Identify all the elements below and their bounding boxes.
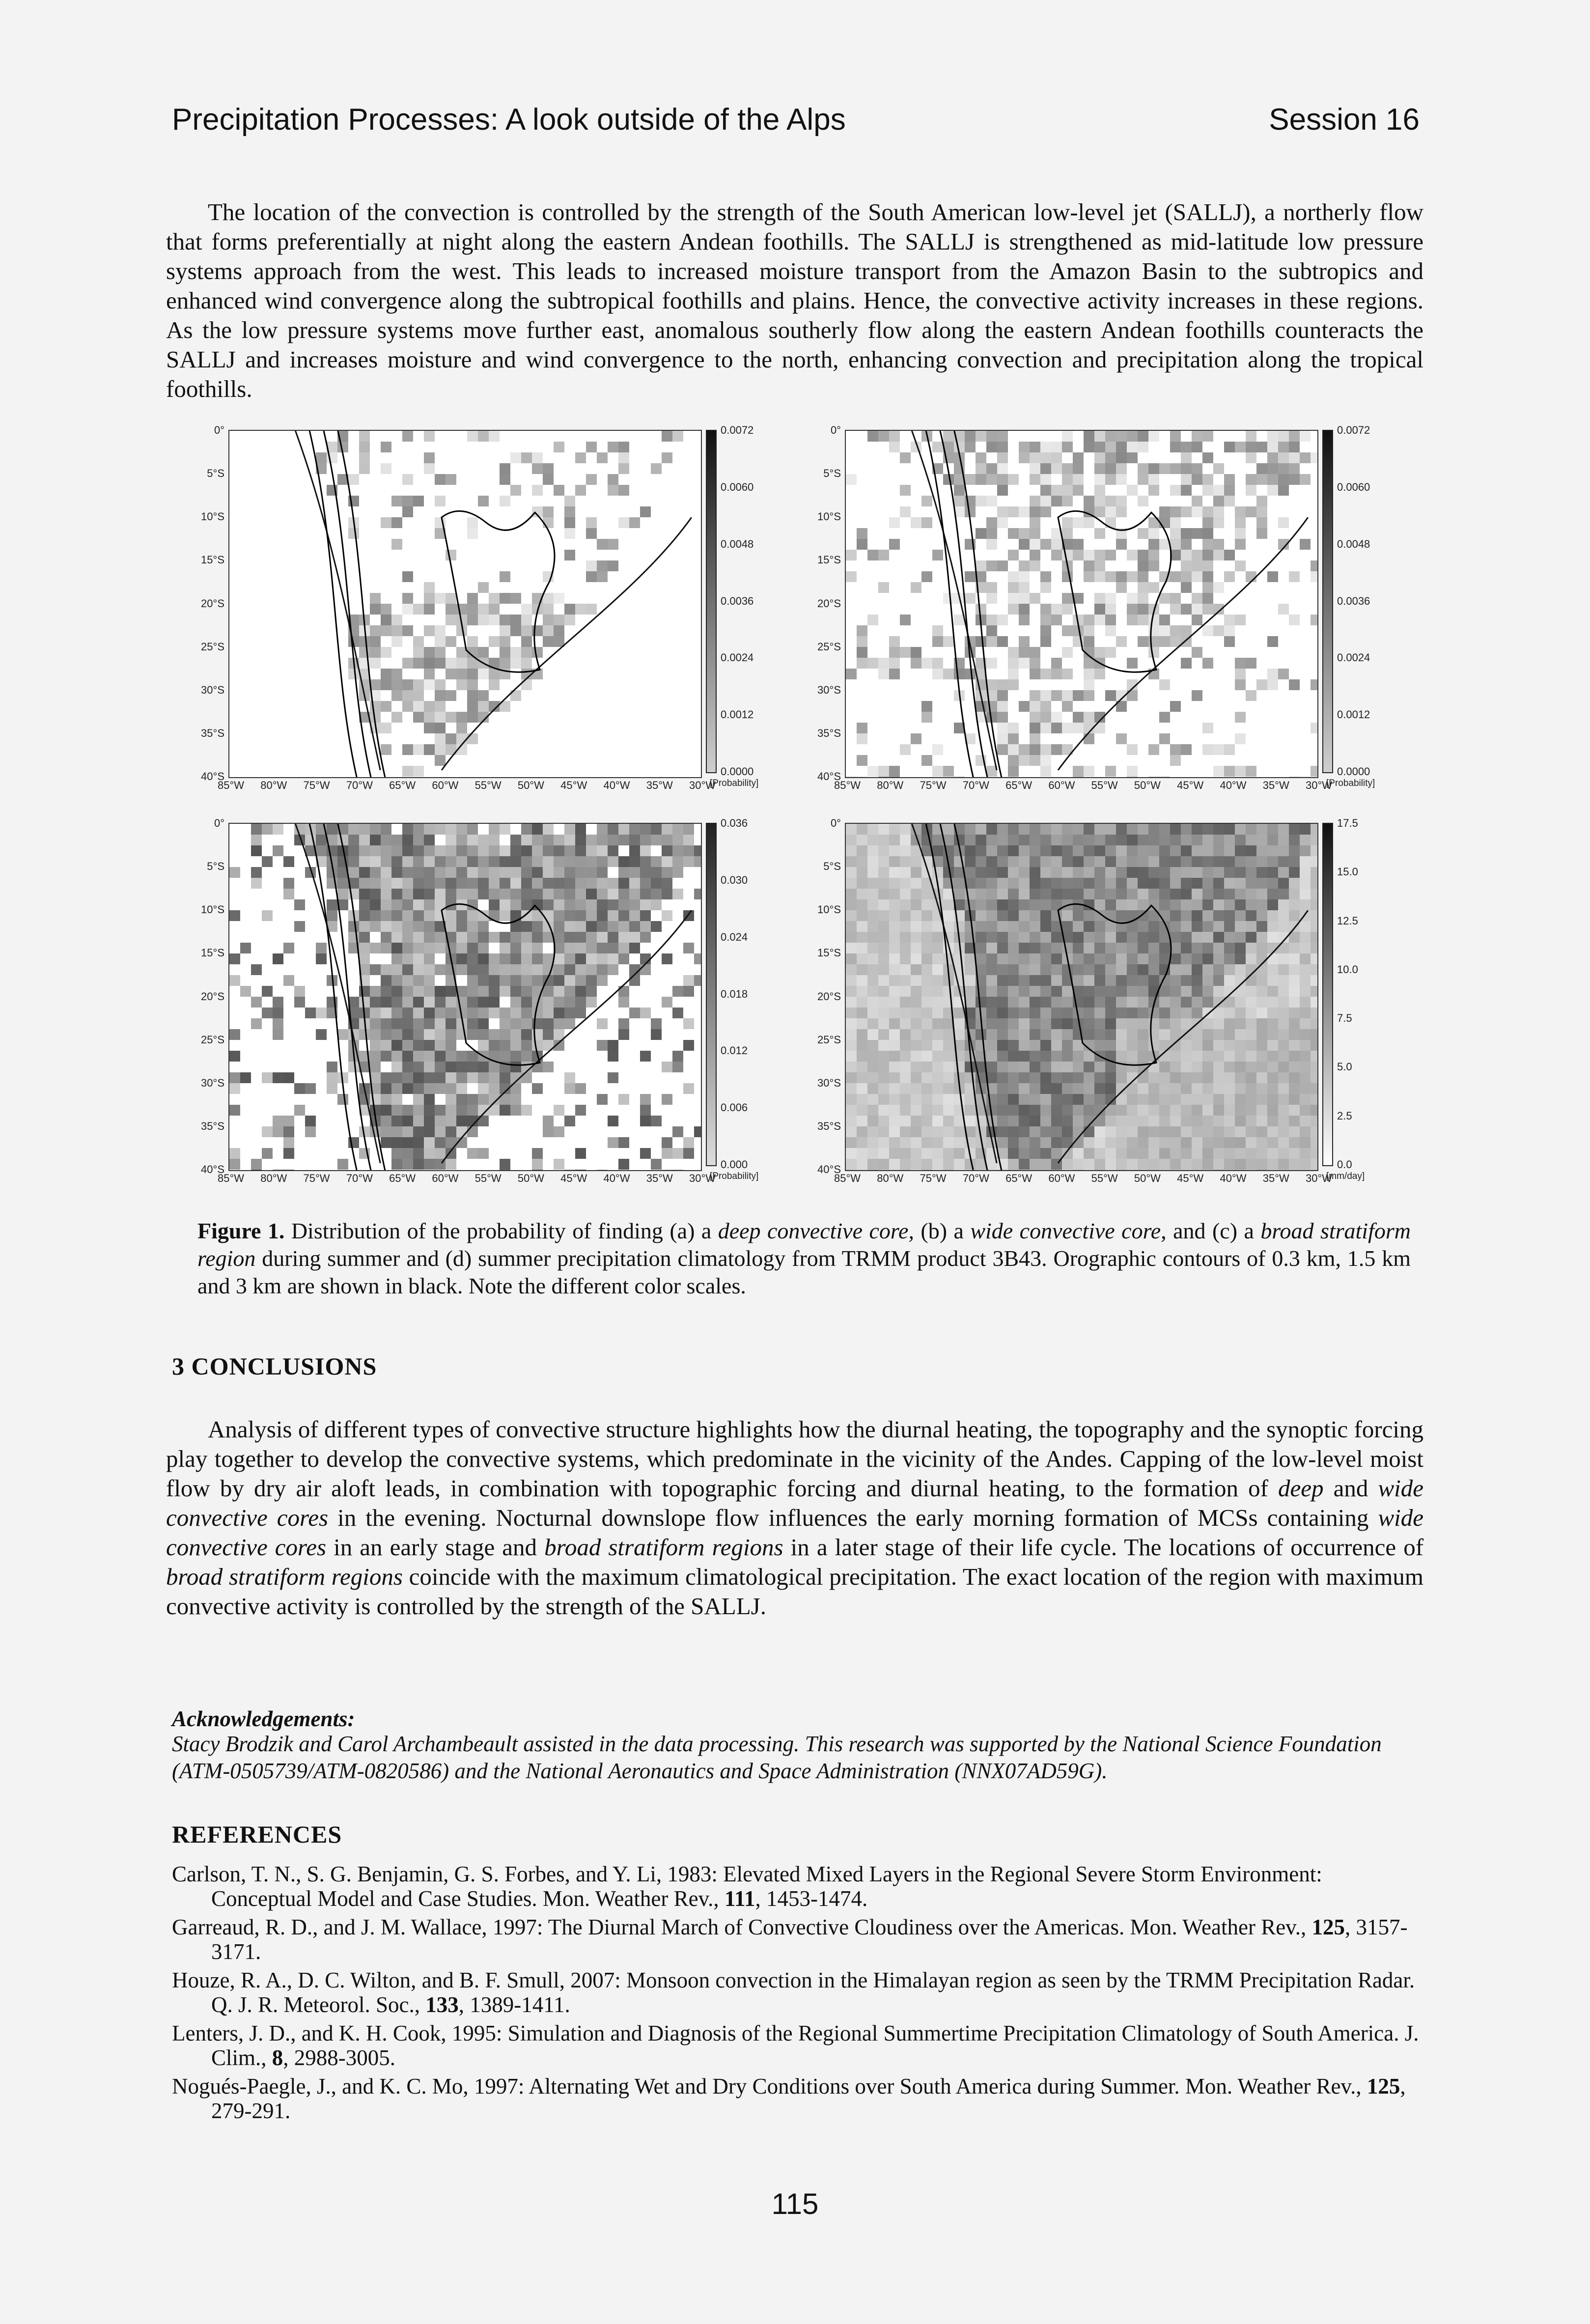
latitude-tick-label: 15°S [201,554,224,566]
reference-item [172,1968,1422,2017]
page-number: 115 [771,2187,819,2220]
map-graphic [229,824,701,1170]
color-scale-bar [706,430,717,773]
latitude-tick-label: 0° [214,424,224,436]
header-title: Precipitation Processes: A look outside of the Alps [172,103,846,137]
caption-term: wide convective core, [970,1218,1167,1243]
latitude-tick-label: 30°S [201,1076,224,1089]
longitude-tick-label: 85°W [834,779,861,791]
longitude-tick-label: 35°W [646,1172,673,1184]
reference-volume: 125 [1367,2074,1400,2099]
latitude-tick-label: 0° [830,817,841,829]
color-scale-bar [1322,430,1333,773]
color-scale-tick-label: 5.0 [1337,1061,1352,1073]
latitude-tick-label: 0° [214,817,224,829]
caption-text: and (c) a [1166,1218,1261,1243]
latitude-tick-label: 30°S [817,683,841,696]
longitude-tick-label: 35°W [646,779,673,791]
latitude-tick-label: 20°S [201,990,224,1003]
longitude-tick-label: 50°W [517,1172,544,1184]
color-scale-tick-label: 0.0024 [721,651,754,664]
reference-volume: 111 [724,1886,755,1911]
reference-text: Nogués-Paegle, J., and K. C. Mo, 1997: Alternating Wet and Dry Conditions over South America during Summer. Mon. Weather Rev., [172,2074,1367,2099]
longitude-tick-label: 65°W [389,1172,416,1184]
longitude-tick-label: 80°W [260,1172,287,1184]
color-scale-unit: [Probability] [710,1171,759,1181]
latitude-tick-label: 5°S [823,467,841,480]
longitude-tick-label: 80°W [260,779,287,791]
map-graphic [229,431,701,777]
color-scale-tick-label: 0.0012 [1337,708,1370,721]
latitude-tick-label: 10°S [201,903,224,916]
color-scale-tick-label: 0.0072 [1337,424,1370,436]
latitude-tick-label: 5°S [207,860,224,873]
latitude-tick-label: 35°S [817,1120,841,1132]
longitude-tick-label: 85°W [218,1172,245,1184]
color-scale-tick-label: 0.0012 [721,708,754,721]
reference-pages: , 279-291. [211,2074,1406,2123]
latitude-tick-label: 40°S [201,1163,224,1176]
latitude-tick-label: 35°S [201,1120,224,1132]
latitude-tick-label: 25°S [201,640,224,653]
caption-text: during summer and (d) summer precipitation climatology from TRMM product 3B43. Orographic contours of 0.3 km, 1.5 km and 3 km are shown in black. Note the different color scales. [197,1246,1411,1298]
longitude-tick-label: 65°W [389,779,416,791]
longitude-tick-label: 75°W [920,779,947,791]
latitude-tick-label: 20°S [201,597,224,610]
color-scale-tick-label: 12.5 [1337,914,1358,927]
map-plot-d [845,823,1318,1171]
longitude-tick-label: 40°W [1220,1172,1247,1184]
latitude-tick-label: 15°S [817,947,841,959]
acknowledgements-text: Stacy Brodzik and Carol Archambeault assisted in the data processing. This research was supported by the National Science Foundation (ATM-0505739/ATM-0820586) and the National Aeronautics and Space Administration (NNX07AD59G). [172,1732,1382,1783]
caption-label: Figure 1. [197,1218,285,1243]
color-scale-tick-label: 0.0 [1337,1158,1352,1171]
color-scale-unit: [mm/day] [1326,1171,1365,1181]
reference-list [172,1862,1422,2127]
longitude-tick-label: 30°W [1306,779,1333,791]
reference-item [172,1862,1422,1911]
longitude-tick-label: 30°W [689,1172,716,1184]
reference-item [172,2074,1422,2123]
longitude-tick-label: 30°W [689,779,716,791]
latitude-tick-label: 40°S [817,1163,841,1176]
longitude-tick-label: 75°W [303,779,330,791]
longitude-tick-label: 50°W [517,779,544,791]
color-scale-bar [1322,823,1333,1166]
term: wide convective cores [166,1475,1424,1531]
longitude-tick-label: 80°W [877,779,904,791]
color-scale-tick-label: 0.0036 [1337,594,1370,607]
color-scale-tick-label: 0.0000 [1337,765,1370,778]
figure-caption [197,1217,1411,1300]
longitude-tick-label: 75°W [920,1172,947,1184]
body-text: in the evening. Nocturnal downslope flow influences the early morning formation of MCSs containing [328,1504,1378,1531]
latitude-tick-label: 35°S [201,727,224,739]
longitude-tick-label: 80°W [877,1172,904,1184]
reference-pages: , 1453-1474. [755,1886,868,1911]
map-plot-c [228,823,702,1171]
color-scale-tick-label: 0.006 [721,1101,748,1114]
figure-panel-d [808,815,1412,1199]
longitude-tick-label: 85°W [834,1172,861,1184]
longitude-tick-label: 60°W [1048,1172,1075,1184]
longitude-tick-label: 40°W [1220,779,1247,791]
color-scale-tick-label: 0.018 [721,987,748,1000]
body-text: in an early stage and [326,1534,545,1561]
latitude-tick-label: 10°S [817,903,841,916]
longitude-tick-label: 65°W [1005,779,1032,791]
color-scale-unit: [Probability] [710,778,759,788]
map-plot-b [845,430,1318,778]
latitude-tick-label: 0° [830,424,841,436]
running-header [172,102,1420,137]
latitude-tick-label: 10°S [201,510,224,523]
caption-text: Distribution of the probability of finding (a) a [284,1218,718,1243]
longitude-tick-label: 45°W [1177,1172,1204,1184]
section-heading-conclusions: 3 CONCLUSIONS [172,1352,377,1380]
map-graphic [846,431,1317,777]
intro-paragraph: The location of the convection is controlled by the strength of the South American low-level jet (SALLJ), a northerly flow that forms preferentially at night along the eastern Andean foothills. The SALLJ is strengthened as mid-latitude low pressure systems approach from the west. This leads to increased moisture transport from the Amazon Basin to the subtropics and enhanced wind convergence along the subtropical foothills and plains. Hence, the convective activity increases in these regions. As the low pressure systems move further east, anomalous southerly flow along the eastern Andean foothills counteracts the SALLJ and increases moisture and wind convergence to the north, enhancing convection and precipitation along the tropical foothills. [166,198,1423,402]
term: broad stratiform regions [166,1563,403,1590]
longitude-tick-label: 35°W [1262,779,1289,791]
reference-volume: 125 [1311,1915,1345,1939]
reference-pages: , 3157-3171. [211,1915,1408,1964]
reference-text: Houze, R. A., D. C. Wilton, and B. F. Smull, 2007: Monsoon convection in the Himalayan region as seen by the TRMM Precipitation Radar. Q. J. R. Meteorol. Soc., [172,1968,1415,2017]
latitude-tick-label: 30°S [201,683,224,696]
latitude-tick-label: 20°S [817,597,841,610]
term: wide convective cores [166,1504,1423,1561]
longitude-tick-label: 45°W [1177,779,1204,791]
latitude-tick-label: 10°S [817,510,841,523]
latitude-tick-label: 40°S [817,770,841,783]
longitude-tick-label: 70°W [346,1172,373,1184]
latitude-tick-label: 15°S [201,947,224,959]
conclusions-paragraph [166,1415,1423,1621]
color-scale-tick-label: 0.0060 [721,480,754,493]
latitude-tick-label: 30°S [817,1076,841,1089]
longitude-tick-label: 55°W [1091,779,1118,791]
reference-volume: 8 [272,2045,283,2070]
longitude-tick-label: 85°W [218,779,245,791]
longitude-tick-label: 75°W [303,1172,330,1184]
longitude-tick-label: 35°W [1262,1172,1289,1184]
reference-pages: , 2988-3005. [283,2045,396,2070]
latitude-tick-label: 25°S [817,1033,841,1046]
acknowledgements-heading: Acknowledgements: [172,1707,355,1731]
reference-item [172,1915,1422,1964]
color-scale-tick-label: 0.0048 [721,537,754,550]
map-graphic [846,824,1317,1170]
longitude-tick-label: 40°W [603,1172,630,1184]
latitude-tick-label: 15°S [817,554,841,566]
latitude-tick-label: 25°S [817,640,841,653]
longitude-tick-label: 55°W [474,779,502,791]
longitude-tick-label: 55°W [474,1172,502,1184]
longitude-tick-label: 70°W [962,779,989,791]
body-text: coincide with the maximum climatological precipitation. The exact location of the region with maximum convective activity is controlled by the strength of the SALLJ. [166,1563,1423,1620]
color-scale-tick-label: 0.0036 [721,594,754,607]
reference-volume: 133 [425,1992,459,2017]
longitude-tick-label: 30°W [1306,1172,1333,1184]
color-scale-tick-label: 7.5 [1337,1012,1352,1025]
color-scale-tick-label: 0.0048 [1337,537,1370,550]
references-heading: REFERENCES [172,1820,342,1848]
reference-text: Carlson, T. N., S. G. Benjamin, G. S. Forbes, and Y. Li, 1983: Elevated Mixed Layers in the Regional Severe Storm Environment: Conceptual Model and Case Studies. Mon. Weather Rev., [172,1862,1322,1911]
color-scale-tick-label: 0.030 [721,873,748,886]
reference-item [172,2021,1422,2070]
term: deep [1278,1475,1324,1502]
latitude-tick-label: 5°S [823,860,841,873]
color-scale-tick-label: 0.0000 [721,765,754,778]
color-scale-tick-label: 0.024 [721,930,748,943]
color-scale-tick-label: 0.036 [721,817,748,829]
figure-panel-a [192,422,796,806]
latitude-tick-label: 35°S [817,727,841,739]
probability-field [846,824,1317,1170]
caption-term: deep convective core, [718,1218,914,1243]
longitude-tick-label: 60°W [432,779,459,791]
latitude-tick-label: 25°S [201,1033,224,1046]
color-scale-tick-label: 15.0 [1337,866,1358,878]
longitude-tick-label: 45°W [560,779,587,791]
color-scale-unit: [Probability] [1326,778,1375,788]
longitude-tick-label: 50°W [1134,1172,1161,1184]
body-text: Analysis of different types of convective structure highlights how the diurnal heating, the topography and the synoptic forcing play together to develop the convective systems, which predominate in the vicinity of the Andes. Capping of the low-level moist flow by dry air aloft leads, in combination with topographic forcing and diurnal heating, to the formation of [166,1416,1423,1502]
figure-panel-c [192,815,796,1199]
body-text: in a later stage of their life cycle. The locations of occurrence of [783,1534,1424,1561]
header-session: Session 16 [1269,103,1420,137]
latitude-tick-label: 5°S [207,467,224,480]
longitude-tick-label: 70°W [962,1172,989,1184]
color-scale-tick-label: 0.012 [721,1044,748,1057]
term: broad stratiform regions [544,1534,783,1561]
latitude-tick-label: 20°S [817,990,841,1003]
color-scale-tick-label: 0.0024 [1337,651,1370,664]
reference-text: Garreaud, R. D., and J. M. Wallace, 1997: The Diurnal March of Convective Cloudiness over the Americas. Mon. Weather Rev., [172,1915,1312,1939]
color-scale-tick-label: 0.000 [721,1158,748,1171]
reference-text: Lenters, J. D., and K. H. Cook, 1995: Simulation and Diagnosis of the Regional Summertime Precipitation Climatology of South America. J. Clim., [172,2021,1419,2070]
longitude-tick-label: 70°W [346,779,373,791]
longitude-tick-label: 60°W [1048,779,1075,791]
probability-field [846,431,1317,777]
color-scale-tick-label: 2.5 [1337,1109,1352,1122]
color-scale-tick-label: 10.0 [1337,963,1358,976]
probability-field [229,824,701,1170]
map-plot-a [228,430,702,778]
color-scale-tick-label: 0.0060 [1337,480,1370,493]
reference-pages: , 1389-1411. [458,1992,570,2017]
color-scale-bar [706,823,717,1166]
color-scale-tick-label: 0.0072 [721,424,754,436]
color-scale-tick-label: 17.5 [1337,817,1358,829]
figure-1 [192,422,1405,1199]
longitude-tick-label: 40°W [603,779,630,791]
longitude-tick-label: 50°W [1134,779,1161,791]
latitude-tick-label: 40°S [201,770,224,783]
longitude-tick-label: 45°W [560,1172,587,1184]
caption-term: broad stratiform region [197,1218,1411,1271]
longitude-tick-label: 60°W [432,1172,459,1184]
longitude-tick-label: 65°W [1005,1172,1032,1184]
figure-panel-b [808,422,1412,806]
caption-text: (b) a [914,1218,971,1243]
body-text: and [1323,1475,1378,1502]
longitude-tick-label: 55°W [1091,1172,1118,1184]
